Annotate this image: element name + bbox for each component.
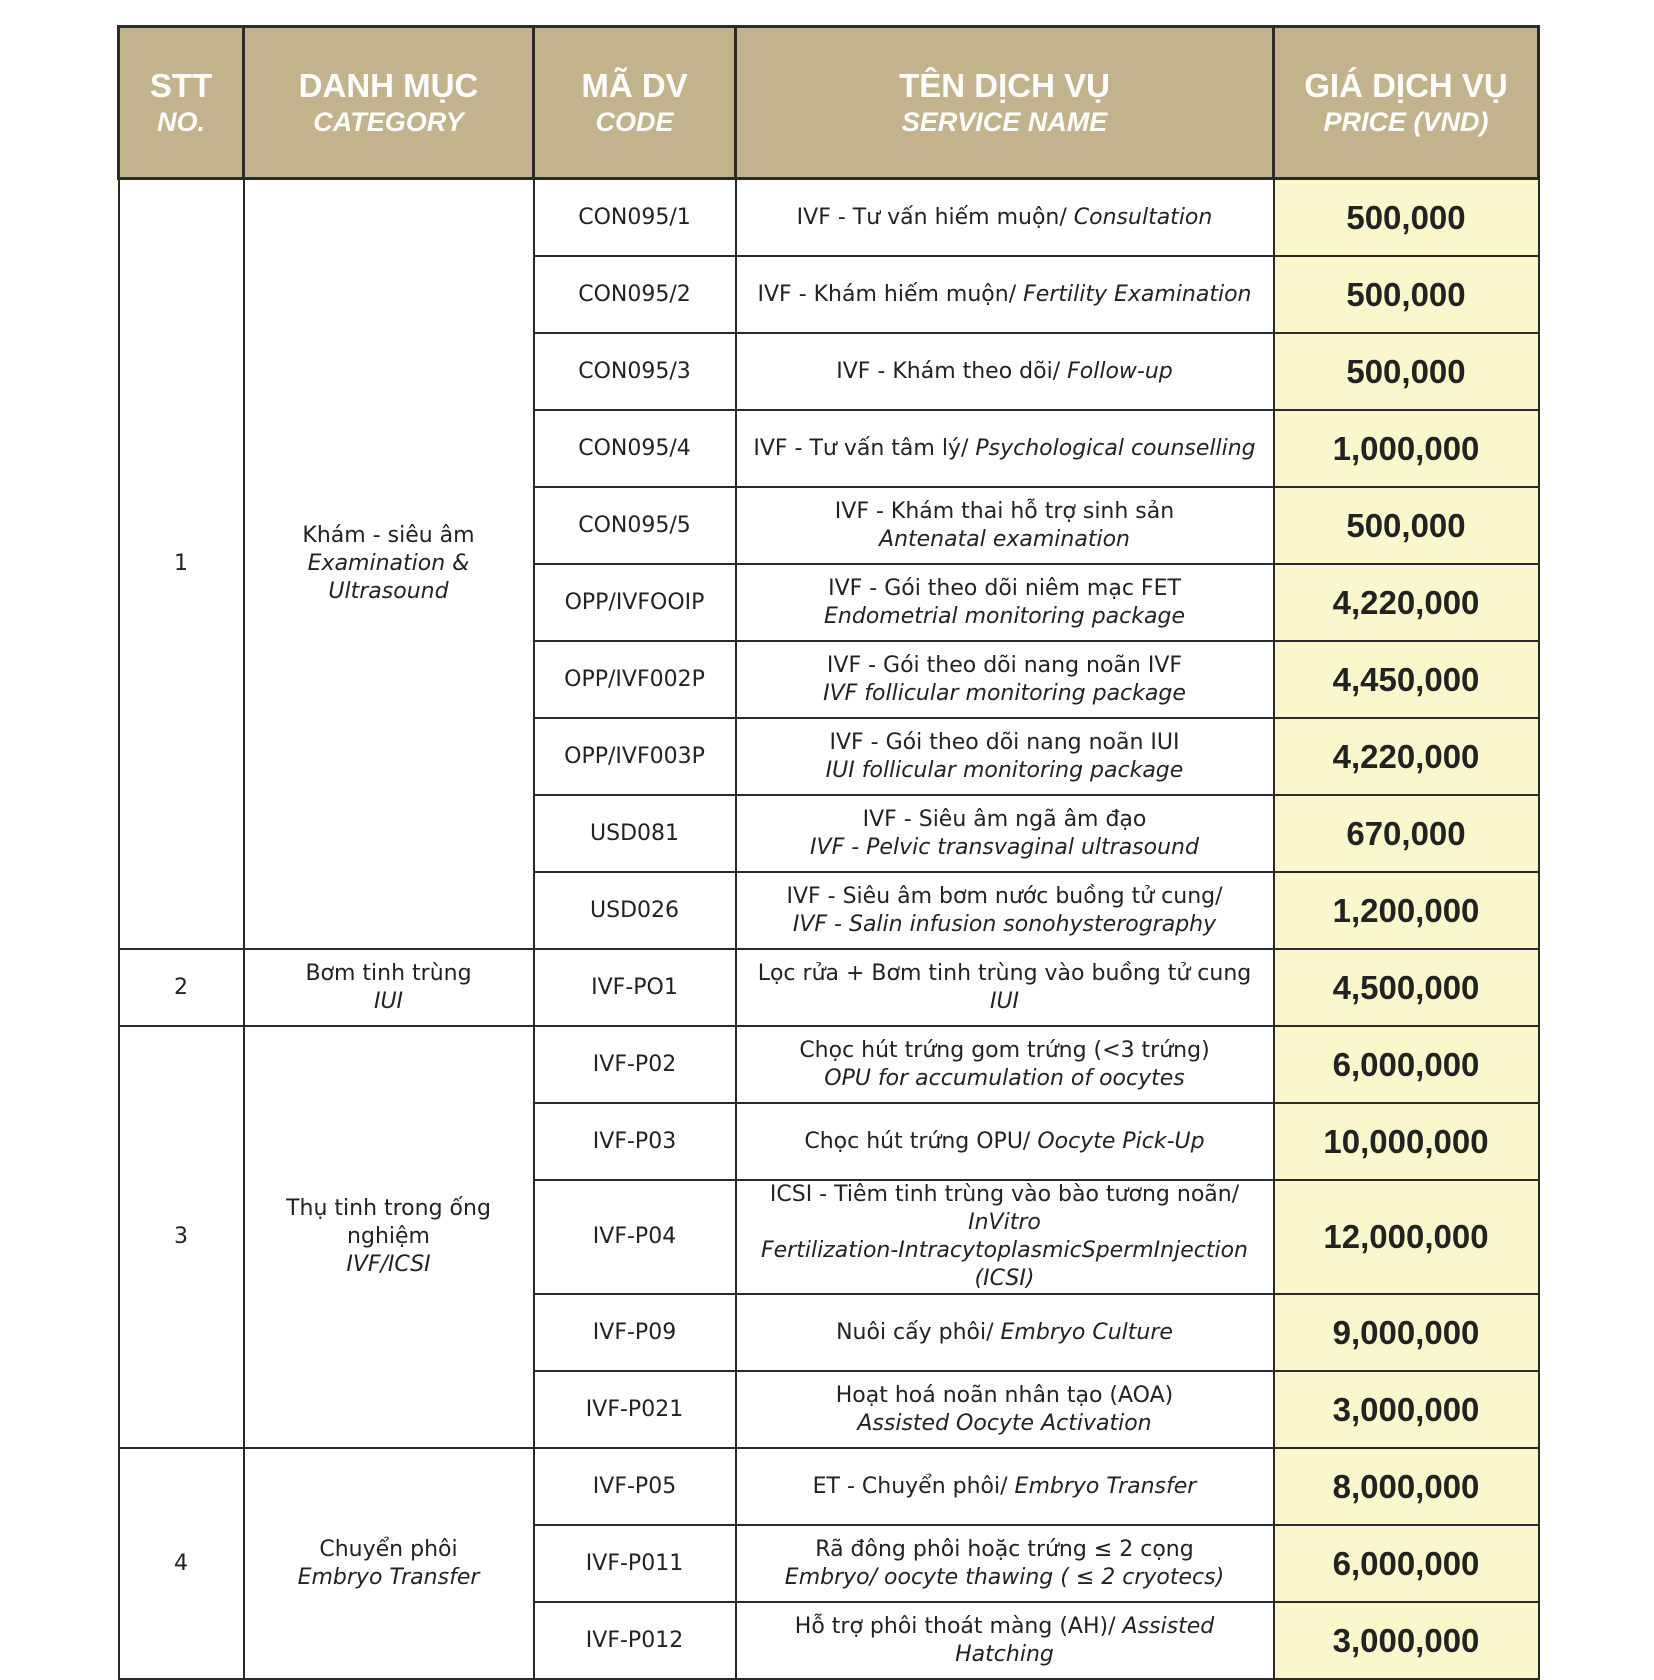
header-no-en: NO.: [156, 106, 205, 137]
service-name-en: IVF - Pelvic transvaginal ultrasound: [810, 834, 1199, 860]
price-list: [117, 25, 1537, 1680]
service-price: 4,220,000: [1274, 718, 1539, 795]
header-no-vi: STT: [149, 66, 213, 104]
service-code: IVF-P021: [534, 1371, 736, 1448]
service-name-vi: Chọc hút trứng gom trứng (<3 trứng): [799, 1037, 1210, 1063]
service-name-en: IUI follicular monitoring package: [825, 757, 1184, 783]
service-name: [736, 1026, 1274, 1103]
service-name-en: Assisted Hatching: [955, 1613, 1215, 1667]
service-name-vi: IVF - Siêu âm ngã âm đạo: [862, 806, 1147, 832]
service-name: [736, 1294, 1274, 1371]
group-no: 4: [119, 1448, 244, 1679]
service-name-vi: IVF - Khám thai hỗ trợ sinh sản: [834, 498, 1175, 524]
service-price-table: [117, 25, 1540, 1680]
service-name: [736, 872, 1274, 949]
service-name: [736, 1602, 1274, 1679]
service-name: [736, 1103, 1274, 1180]
service-price: 9,000,000: [1274, 1294, 1539, 1371]
service-name-vi: IVF - Tư vấn hiếm muộn/: [796, 204, 1067, 230]
service-name-vi: Hoạt hoá noãn nhân tạo (AOA): [835, 1382, 1174, 1408]
service-name-en: Antenatal examination: [879, 526, 1130, 552]
category-vi: Chuyển phôi: [319, 1536, 458, 1562]
service-code: IVF-P05: [534, 1448, 736, 1525]
group-category: [244, 949, 534, 1026]
service-name: [736, 1448, 1274, 1525]
service-code: USD026: [534, 872, 736, 949]
service-name-en: OPU for accumulation of oocytes: [824, 1065, 1185, 1091]
service-code: CON095/1: [534, 179, 736, 257]
service-code: IVF-P03: [534, 1103, 736, 1180]
service-name-en: Fertilization-IntracytoplasmicSpermInjection (ICSI): [760, 1238, 1248, 1291]
header-name-vi: TÊN DỊCH VỤ: [899, 66, 1110, 104]
service-code: IVF-P011: [534, 1525, 736, 1602]
service-name-vi: ET - Chuyển phôi/: [812, 1473, 1008, 1499]
category-en: Examination & Ultrasound: [307, 551, 470, 604]
service-name-en: Psychological counselling: [975, 435, 1256, 461]
category-vi: Khám - siêu âm: [302, 523, 475, 548]
service-name-en-lead: InVitro: [968, 1210, 1041, 1235]
service-name-en: IVF - Salin infusion sonohysterography: [792, 911, 1217, 937]
service-price: 8,000,000: [1274, 1448, 1539, 1525]
service-name-vi: IVF - Gói theo dõi nang noãn IVF: [826, 652, 1183, 678]
service-price: 10,000,000: [1274, 1103, 1539, 1180]
service-price: 1,200,000: [1274, 872, 1539, 949]
group-category: [244, 1448, 534, 1679]
category-vi: Bơm tinh trùng: [305, 960, 472, 986]
service-code: IVF-PO1: [534, 949, 736, 1026]
header-code-vi: MÃ DV: [581, 66, 688, 104]
table-row: [119, 179, 1539, 257]
service-price: 4,220,000: [1274, 564, 1539, 641]
service-price: 6,000,000: [1274, 1026, 1539, 1103]
table-row: [119, 949, 1539, 1026]
service-name: [736, 1525, 1274, 1602]
header-category: [244, 27, 534, 179]
category-en: Embryo Transfer: [297, 1564, 480, 1590]
service-name-vi: Hỗ trợ phôi thoát màng (AH)/: [794, 1613, 1116, 1639]
group-no: 2: [119, 949, 244, 1026]
service-price: 1,000,000: [1274, 410, 1539, 487]
service-name-en: Assisted Oocyte Activation: [857, 1410, 1152, 1436]
service-price: 3,000,000: [1274, 1371, 1539, 1448]
service-name-vi: IVF - Siêu âm bơm nước buồng tử cung/: [786, 883, 1223, 909]
service-name-en: Consultation: [1073, 204, 1213, 230]
header-price-en: PRICE (VND): [1323, 106, 1489, 137]
service-price: 500,000: [1274, 333, 1539, 410]
service-name-en: IUI: [989, 988, 1020, 1014]
service-price: 3,000,000: [1274, 1602, 1539, 1679]
service-name: [736, 256, 1274, 333]
service-code: CON095/4: [534, 410, 736, 487]
service-name: [736, 641, 1274, 718]
service-price: 4,500,000: [1274, 949, 1539, 1026]
service-price: 500,000: [1274, 256, 1539, 333]
service-price: 4,450,000: [1274, 641, 1539, 718]
group-no: 1: [119, 179, 244, 950]
service-price: 6,000,000: [1274, 1525, 1539, 1602]
service-name-vi: Rã đông phôi hoặc trứng ≤ 2 cọng: [815, 1536, 1194, 1562]
service-code: CON095/3: [534, 333, 736, 410]
service-name-en: Embryo Culture: [1000, 1319, 1173, 1345]
service-name: [736, 795, 1274, 872]
header-name-en: SERVICE NAME: [901, 106, 1108, 137]
service-code: OPP/IVFOOIP: [534, 564, 736, 641]
service-name: [736, 410, 1274, 487]
service-name-vi: Nuôi cấy phôi/: [836, 1319, 994, 1345]
service-name: [736, 179, 1274, 257]
service-name: [736, 564, 1274, 641]
service-code: CON095/5: [534, 487, 736, 564]
category-en: IVF/ICSI: [346, 1252, 431, 1277]
service-code: IVF-P02: [534, 1026, 736, 1103]
service-code: IVF-P09: [534, 1294, 736, 1371]
table-row: [119, 1026, 1539, 1103]
service-name: [736, 949, 1274, 1026]
service-name-en: Fertility Examination: [1023, 281, 1252, 307]
header-no: [119, 27, 244, 179]
service-price: 12,000,000: [1274, 1180, 1539, 1294]
service-name-vi: IVF - Gói theo dõi nang noãn IUI: [829, 729, 1180, 755]
service-name-vi: IVF - Tư vấn tâm lý/: [753, 435, 969, 461]
group-no: 3: [119, 1026, 244, 1448]
service-price: 500,000: [1274, 487, 1539, 564]
service-name-vi: Chọc hút trứng OPU/: [804, 1128, 1031, 1154]
service-name-vi: IVF - Khám theo dõi/: [836, 358, 1061, 384]
service-code: OPP/IVF002P: [534, 641, 736, 718]
category-vi: Thụ tinh trong ống nghiệm: [286, 1196, 491, 1249]
header-price-vi: GIÁ DỊCH VỤ: [1304, 66, 1508, 104]
header-category-vi: DANH MỤC: [298, 66, 479, 104]
service-name-vi: IVF - Gói theo dõi niêm mạc FET: [828, 575, 1181, 601]
service-name-en: IVF follicular monitoring package: [823, 680, 1186, 706]
header-code-en: CODE: [595, 106, 674, 137]
group-category: [244, 179, 534, 950]
group-category: [244, 1026, 534, 1448]
service-name-en: Follow-up: [1067, 358, 1173, 384]
service-code: IVF-P012: [534, 1602, 736, 1679]
service-code: CON095/2: [534, 256, 736, 333]
service-name-vi: Lọc rửa + Bơm tinh trùng vào buồng tử cung: [757, 960, 1252, 986]
header-service-name: [736, 27, 1274, 179]
service-name-en: Embryo Transfer: [1014, 1473, 1197, 1499]
service-code: IVF-P04: [534, 1180, 736, 1294]
service-name: [736, 487, 1274, 564]
service-name-en: Embryo/ oocyte thawing ( ≤ 2 cryotecs): [784, 1564, 1225, 1590]
service-code: OPP/IVF003P: [534, 718, 736, 795]
header-price: [1274, 27, 1539, 179]
service-name-vi: IVF - Khám hiếm muộn/: [757, 281, 1017, 307]
service-name: [736, 1180, 1274, 1294]
service-price: 500,000: [1274, 179, 1539, 257]
service-name: [736, 333, 1274, 410]
service-name-en: Oocyte Pick-Up: [1037, 1128, 1205, 1154]
service-price: 670,000: [1274, 795, 1539, 872]
table-header: [119, 27, 1539, 179]
header-category-en: CATEGORY: [313, 106, 464, 137]
service-name-vi: ICSI - Tiêm tinh trùng vào bào tương noãn/: [769, 1182, 1240, 1207]
header-code: [534, 27, 736, 179]
service-name: [736, 718, 1274, 795]
table-row: [119, 1448, 1539, 1525]
category-en: IUI: [373, 988, 404, 1014]
service-name-en: Endometrial monitoring package: [824, 603, 1185, 629]
service-name: [736, 1371, 1274, 1448]
service-code: USD081: [534, 795, 736, 872]
service-name-vi-line: [743, 1181, 1267, 1237]
